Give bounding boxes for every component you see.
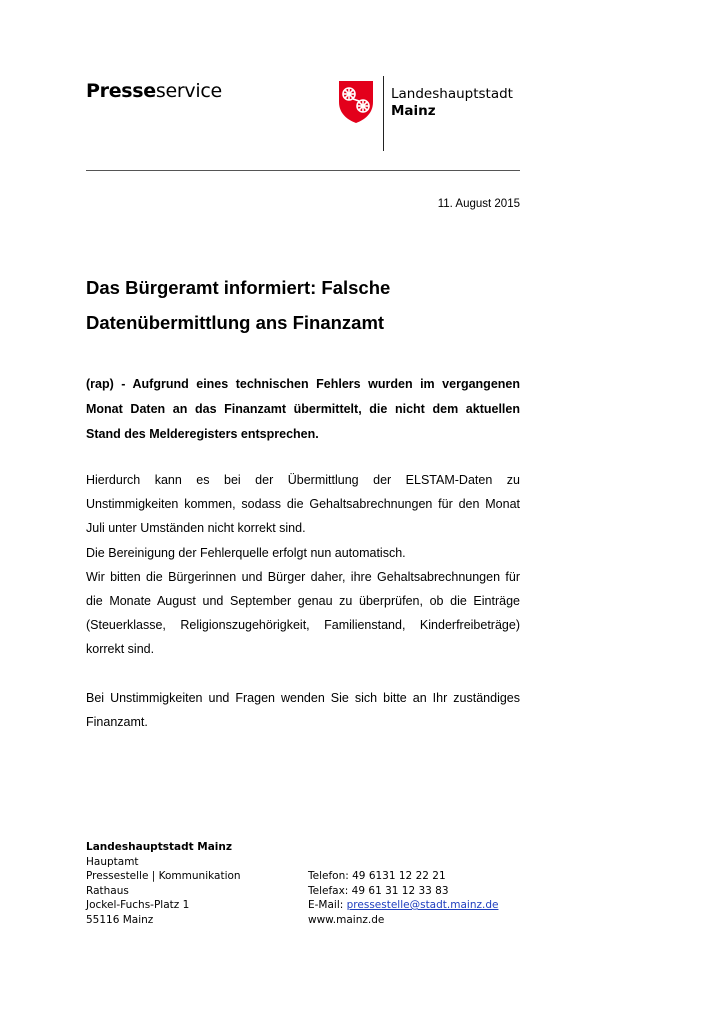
footer-dept: Hauptamt [86, 855, 139, 868]
footer-address [86, 840, 241, 927]
footer-fax: Telefax: 49 61 31 12 33 83 [308, 884, 449, 897]
footer-contact [308, 869, 498, 927]
header-divider [383, 76, 384, 151]
footer-street: Jockel-Fuchs-Platz 1 [86, 899, 190, 911]
body-paragraph-1: Hierdurch kann es bei der Übermittlung der ELSTAM-Daten zu Unstimmigkeiten kommen, sodass die Gehaltsabrechnungen für den Monat Juli unter Umständen nicht korrekt sind. [86, 473, 520, 536]
city-line-2: Mainz [391, 103, 436, 119]
mainz-crest-icon [338, 80, 374, 124]
footer-building: Rathaus [86, 884, 129, 897]
body-text [86, 468, 520, 662]
closing-paragraph: Bei Unstimmigkeiten und Fragen wenden Sie sich bitte an Ihr zuständiges Finanzamt. [86, 691, 520, 730]
brand-bold: Presse [86, 80, 156, 102]
body-paragraph-2: Die Bereinigung der Fehlerquelle erfolgt nun automatisch. [86, 545, 406, 560]
city-line-1: Landeshauptstadt [391, 86, 513, 102]
footer-email-line [308, 898, 498, 913]
press-title: Das Bürgeramt informiert: Falsche Datenübermittlung ans Finanzamt [86, 277, 391, 333]
footer-email-link[interactable]: pressestelle@stadt.mainz.de [346, 899, 499, 911]
body-paragraph-3: Wir bitten die Bürgerinnen und Bürger daher, ihre Gehaltsabrechnungen für die Monate August und September genau zu überprüfen, ob die Einträge (Steuerklasse, Religionszugehörigkeit, Familienstand, Kinderfreibeträge) korrekt sind. [86, 569, 520, 657]
footer-org: Landeshauptstadt Mainz [86, 841, 232, 853]
footer-email-label: E-Mail: [308, 899, 347, 911]
header-rule [86, 170, 520, 171]
presseservice-logo [86, 80, 222, 102]
lead-paragraph: (rap) - Aufgrund eines technischen Fehlers wurden im vergangenen Monat Daten an das Finanzamt übermittelt, die nicht dem aktuellen Stand des Melderegisters entsprechen. [86, 377, 520, 441]
brand-light: service [155, 80, 222, 102]
city-logo-text [391, 86, 513, 120]
footer-web[interactable]: www.mainz.de [308, 913, 385, 926]
footer-phone: Telefon: 49 6131 12 22 21 [308, 870, 446, 882]
footer-city: 55116 Mainz [86, 913, 154, 926]
footer-unit: Pressestelle | Kommunikation [86, 870, 241, 882]
press-date: 11. August 2015 [437, 198, 520, 210]
